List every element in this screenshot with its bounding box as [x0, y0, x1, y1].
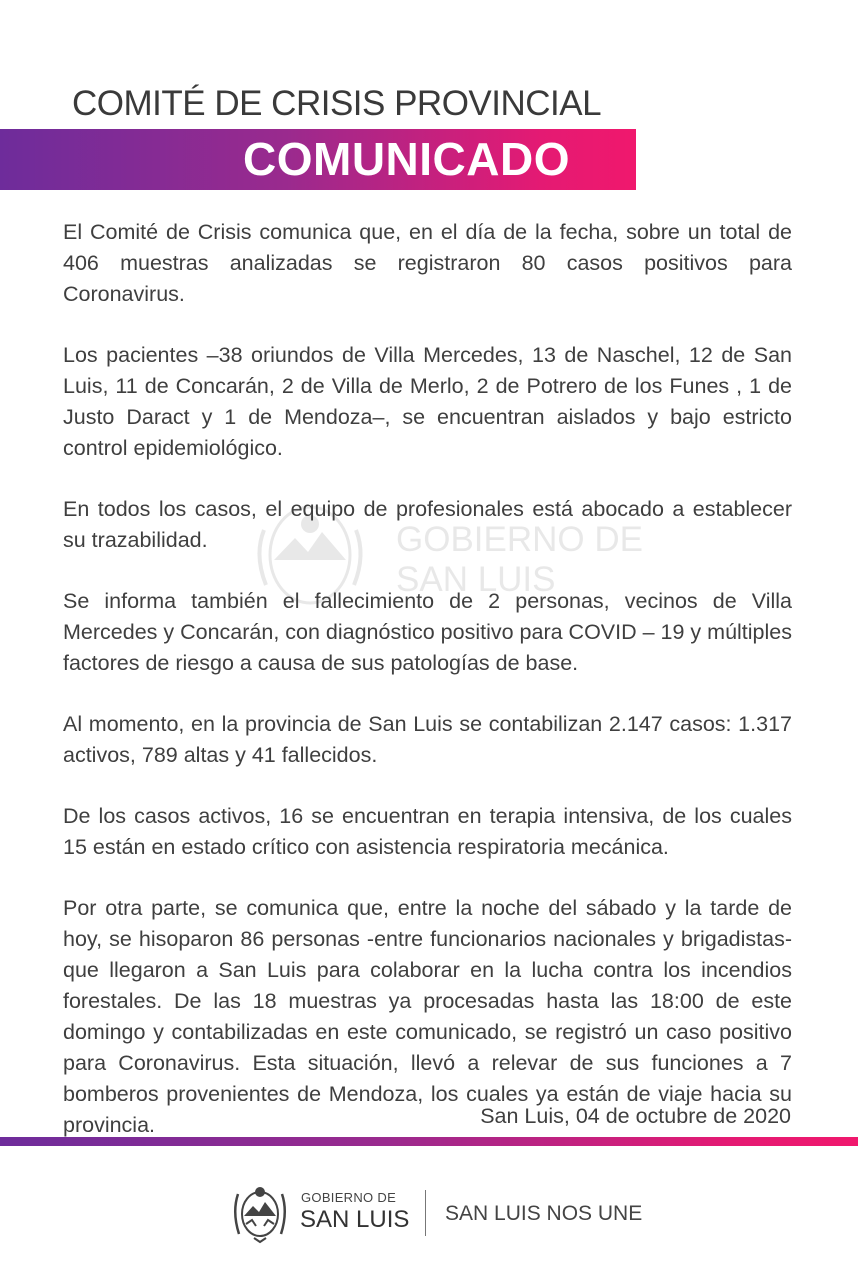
footer-slogan: SAN LUIS NOS UNE [445, 1202, 643, 1225]
footer [232, 1178, 652, 1248]
paragraph: En todos los casos, el equipo de profesionales está abocado a establecer su trazabilidad. [63, 497, 792, 552]
footer-gov-big: SAN LUIS [300, 1206, 410, 1233]
provincial-seal-icon [232, 1180, 288, 1244]
paragraph: Los pacientes –38 oriundos de Villa Mercedes, 13 de Naschel, 12 de San Luis, 11 de Concarán, 2 de Villa de Merlo, 2 de Potrero de los Funes , 1 de Justo Daract y 1 de Mendoza–, se encuentran aislados y bajo estricto control epidemiológico. [63, 343, 792, 460]
paragraph: Por otra parte, se comunica que, entre la noche del sábado y la tarde de hoy, se hisoparon 86 personas -entre funcionarios nacionales y brigadistas- que llegaron a San Luis para colaborar en la lucha contra los incendios forestales. De las 18 muestras ya procesadas hasta las 18:00 de este domingo y contabilizadas en este comunicado, se registró un caso positivo para Coronavirus. Esta situación, llevó a relevar de sus funciones a 7 bomberos provenientes de Mendoza, los cuales ya están de viaje hacia su provincia. [63, 896, 792, 1137]
statement-body [63, 217, 792, 1171]
watermark-line1: GOBIERNO DE [396, 520, 643, 559]
date-line: San Luis, 04 de octubre de 2020 [480, 1104, 791, 1128]
paragraph: Al momento, en la provincia de San Luis se contabilizan 2.147 casos: 1.317 activos, 789 altas y 41 fallecidos. [63, 712, 792, 767]
watermark-line2: SAN LUIS [396, 560, 556, 599]
paragraph: De los casos activos, 16 se encuentran en terapia intensiva, de los cuales 15 están en estado crítico con asistencia respiratoria mecánica. [63, 804, 792, 859]
page-title: COMITÉ DE CRISIS PROVINCIAL [72, 84, 602, 123]
footer-divider [425, 1190, 426, 1236]
paragraph: Se informa también el fallecimiento de 2 personas, vecinos de Villa Mercedes y Concarán, con diagnóstico positivo para COVID – 19 y múltiples factores de riesgo a causa de sus patologías de base. [63, 589, 792, 675]
footer-gov-small: GOBIERNO DE [301, 1190, 397, 1205]
paragraph: El Comité de Crisis comunica que, en el día de la fecha, sobre un total de 406 muestras analizadas se registraron 80 casos positivos para Coronavirus. [63, 220, 792, 306]
banner-label: COMUNICADO [243, 133, 570, 185]
bottom-bar [0, 1137, 858, 1146]
